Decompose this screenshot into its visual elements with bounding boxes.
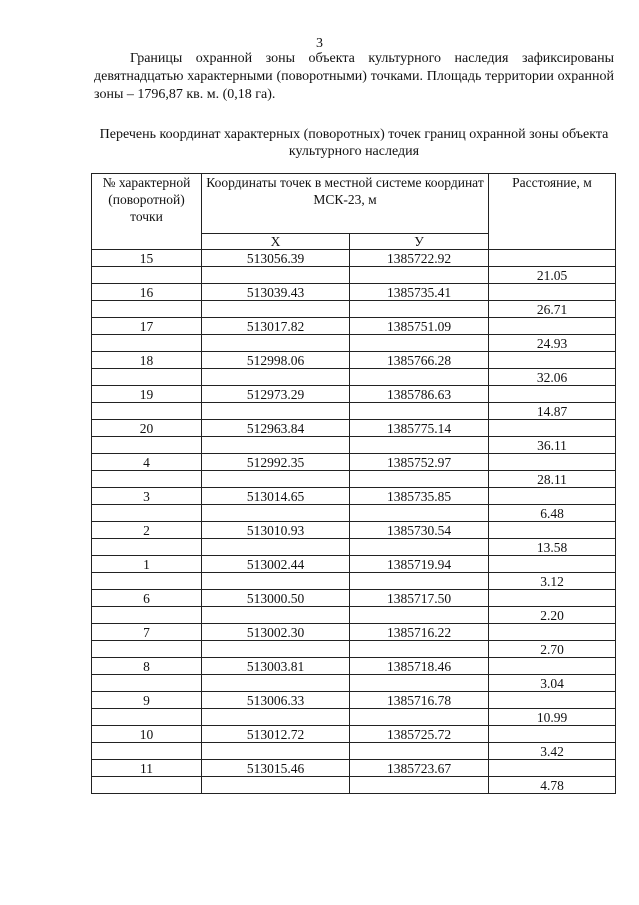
point-number: 17 xyxy=(92,318,202,335)
empty-cell xyxy=(350,539,489,556)
empty-cell xyxy=(350,573,489,590)
empty-cell xyxy=(92,335,202,352)
empty-cell xyxy=(350,471,489,488)
empty-cell xyxy=(350,403,489,420)
empty-cell xyxy=(350,369,489,386)
distance-row xyxy=(92,777,616,794)
empty-cell xyxy=(202,437,350,454)
point-x: 513000.50 xyxy=(202,590,350,607)
empty-cell xyxy=(92,607,202,624)
point-x: 513002.44 xyxy=(202,556,350,573)
distance-empty-cell xyxy=(489,488,616,505)
point-row xyxy=(92,386,616,403)
point-y: 1385752.97 xyxy=(350,454,489,471)
point-row xyxy=(92,522,616,539)
empty-cell xyxy=(202,267,350,284)
header-coordinates: Координаты точек в местной системе координат МСК-23, м xyxy=(202,174,489,234)
point-row xyxy=(92,284,616,301)
point-x: 512998.06 xyxy=(202,352,350,369)
coordinates-table-body xyxy=(92,174,616,794)
point-y: 1385751.09 xyxy=(350,318,489,335)
empty-cell xyxy=(350,675,489,692)
empty-cell xyxy=(350,301,489,318)
distance-empty-cell xyxy=(489,454,616,471)
empty-cell xyxy=(350,437,489,454)
distance-row xyxy=(92,437,616,454)
empty-cell xyxy=(202,539,350,556)
point-row xyxy=(92,726,616,743)
empty-cell xyxy=(92,301,202,318)
empty-cell xyxy=(350,267,489,284)
point-row xyxy=(92,624,616,641)
distance-row xyxy=(92,505,616,522)
empty-cell xyxy=(350,607,489,624)
distance-empty-cell xyxy=(489,760,616,777)
point-number: 2 xyxy=(92,522,202,539)
point-y: 1385786.63 xyxy=(350,386,489,403)
empty-cell xyxy=(92,539,202,556)
empty-cell xyxy=(92,709,202,726)
point-number: 1 xyxy=(92,556,202,573)
empty-cell xyxy=(202,743,350,760)
header-y: У xyxy=(350,234,489,250)
empty-cell xyxy=(202,403,350,420)
table-header-row xyxy=(92,174,616,234)
intro-paragraph xyxy=(94,50,614,104)
segment-distance: 2.20 xyxy=(489,607,616,624)
segment-distance: 28.11 xyxy=(489,471,616,488)
segment-distance: 21.05 xyxy=(489,267,616,284)
segment-distance: 14.87 xyxy=(489,403,616,420)
empty-cell xyxy=(92,675,202,692)
point-x: 513015.46 xyxy=(202,760,350,777)
empty-cell xyxy=(350,709,489,726)
distance-row xyxy=(92,573,616,590)
distance-empty-cell xyxy=(489,522,616,539)
segment-distance: 24.93 xyxy=(489,335,616,352)
point-number: 4 xyxy=(92,454,202,471)
segment-distance: 32.06 xyxy=(489,369,616,386)
empty-cell xyxy=(202,641,350,658)
distance-empty-cell xyxy=(489,692,616,709)
point-row xyxy=(92,760,616,777)
distance-row xyxy=(92,641,616,658)
point-y: 1385719.94 xyxy=(350,556,489,573)
segment-distance: 36.11 xyxy=(489,437,616,454)
segment-distance: 2.70 xyxy=(489,641,616,658)
distance-row xyxy=(92,539,616,556)
point-number: 16 xyxy=(92,284,202,301)
empty-cell xyxy=(350,505,489,522)
point-y: 1385716.78 xyxy=(350,692,489,709)
header-x: X xyxy=(202,234,350,250)
point-y: 1385775.14 xyxy=(350,420,489,437)
point-x: 512963.84 xyxy=(202,420,350,437)
empty-cell xyxy=(202,607,350,624)
point-row xyxy=(92,420,616,437)
distance-empty-cell xyxy=(489,624,616,641)
intro-text: Границы охранной зоны объекта культурного наследия зафиксированы девятнадцатью характерными (поворотными) точками. Площадь территории охранной зоны – 1796,87 кв. м. (0,18 га). xyxy=(94,51,614,102)
distance-row xyxy=(92,607,616,624)
segment-distance: 3.04 xyxy=(489,675,616,692)
segment-distance: 26.71 xyxy=(489,301,616,318)
empty-cell xyxy=(202,335,350,352)
segment-distance: 6.48 xyxy=(489,505,616,522)
empty-cell xyxy=(350,641,489,658)
point-x: 513002.30 xyxy=(202,624,350,641)
empty-cell xyxy=(92,437,202,454)
point-x: 513039.43 xyxy=(202,284,350,301)
distance-row xyxy=(92,743,616,760)
point-row xyxy=(92,488,616,505)
distance-row xyxy=(92,675,616,692)
empty-cell xyxy=(202,301,350,318)
point-x: 512992.35 xyxy=(202,454,350,471)
point-number: 3 xyxy=(92,488,202,505)
point-x: 513010.93 xyxy=(202,522,350,539)
point-number: 19 xyxy=(92,386,202,403)
point-number: 20 xyxy=(92,420,202,437)
distance-row xyxy=(92,369,616,386)
distance-row xyxy=(92,267,616,284)
point-row xyxy=(92,454,616,471)
empty-cell xyxy=(92,267,202,284)
point-number: 8 xyxy=(92,658,202,675)
point-y: 1385735.85 xyxy=(350,488,489,505)
point-row xyxy=(92,318,616,335)
empty-cell xyxy=(202,709,350,726)
empty-cell xyxy=(202,505,350,522)
point-y: 1385723.67 xyxy=(350,760,489,777)
point-y: 1385716.22 xyxy=(350,624,489,641)
segment-distance: 10.99 xyxy=(489,709,616,726)
distance-empty-cell xyxy=(489,590,616,607)
distance-row xyxy=(92,301,616,318)
point-x: 513014.65 xyxy=(202,488,350,505)
segment-distance: 3.12 xyxy=(489,573,616,590)
point-number: 11 xyxy=(92,760,202,777)
distance-row xyxy=(92,335,616,352)
distance-empty-cell xyxy=(489,284,616,301)
point-number: 15 xyxy=(92,250,202,267)
empty-cell xyxy=(202,573,350,590)
empty-cell xyxy=(350,743,489,760)
empty-cell xyxy=(92,505,202,522)
point-x: 513006.33 xyxy=(202,692,350,709)
empty-cell xyxy=(202,675,350,692)
point-number: 9 xyxy=(92,692,202,709)
point-x: 513012.72 xyxy=(202,726,350,743)
empty-cell xyxy=(350,777,489,794)
point-y: 1385718.46 xyxy=(350,658,489,675)
segment-distance: 3.42 xyxy=(489,743,616,760)
empty-cell xyxy=(92,743,202,760)
empty-cell xyxy=(202,369,350,386)
empty-cell xyxy=(202,777,350,794)
empty-cell xyxy=(92,471,202,488)
table-caption: Перечень координат характерных (поворотных) точек границ охранной зоны объекта культурного наследия xyxy=(99,127,609,159)
distance-row xyxy=(92,471,616,488)
point-number: 18 xyxy=(92,352,202,369)
point-y: 1385766.28 xyxy=(350,352,489,369)
point-number: 7 xyxy=(92,624,202,641)
point-y: 1385717.50 xyxy=(350,590,489,607)
point-x: 512973.29 xyxy=(202,386,350,403)
page-number: 3 xyxy=(316,36,323,51)
coordinates-table xyxy=(91,173,616,794)
point-row xyxy=(92,658,616,675)
empty-cell xyxy=(350,335,489,352)
empty-cell xyxy=(92,403,202,420)
empty-cell xyxy=(202,471,350,488)
point-row xyxy=(92,692,616,709)
point-number: 10 xyxy=(92,726,202,743)
header-distance: Расстояние, м xyxy=(489,174,616,250)
empty-cell xyxy=(92,573,202,590)
point-y: 1385730.54 xyxy=(350,522,489,539)
header-point-number: № характерной (поворотной) точки xyxy=(92,174,202,250)
distance-row xyxy=(92,403,616,420)
distance-empty-cell xyxy=(489,726,616,743)
point-number: 6 xyxy=(92,590,202,607)
point-row xyxy=(92,590,616,607)
distance-empty-cell xyxy=(489,420,616,437)
distance-empty-cell xyxy=(489,352,616,369)
point-x: 513003.81 xyxy=(202,658,350,675)
distance-empty-cell xyxy=(489,556,616,573)
point-x: 513056.39 xyxy=(202,250,350,267)
point-y: 1385735.41 xyxy=(350,284,489,301)
distance-empty-cell xyxy=(489,318,616,335)
distance-empty-cell xyxy=(489,250,616,267)
segment-distance: 4.78 xyxy=(489,777,616,794)
distance-empty-cell xyxy=(489,658,616,675)
point-row xyxy=(92,556,616,573)
segment-distance: 13.58 xyxy=(489,539,616,556)
empty-cell xyxy=(92,777,202,794)
empty-cell xyxy=(92,641,202,658)
point-y: 1385725.72 xyxy=(350,726,489,743)
point-row xyxy=(92,352,616,369)
point-y: 1385722.92 xyxy=(350,250,489,267)
point-x: 513017.82 xyxy=(202,318,350,335)
point-row xyxy=(92,250,616,267)
distance-row xyxy=(92,709,616,726)
empty-cell xyxy=(92,369,202,386)
distance-empty-cell xyxy=(489,386,616,403)
